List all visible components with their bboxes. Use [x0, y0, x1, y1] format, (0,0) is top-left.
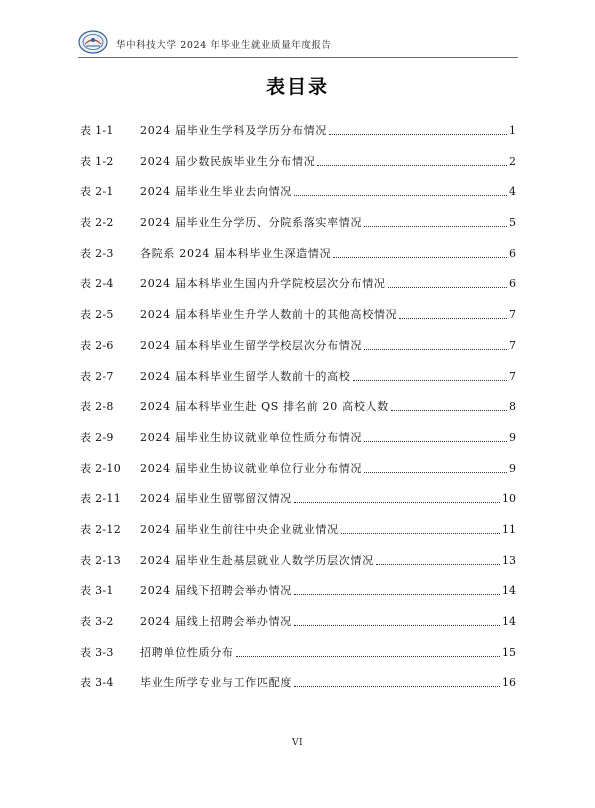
toc-entry-title: 毕业生所学专业与工作匹配度 [140, 676, 293, 690]
toc-entry-label: 表 2-11 [80, 492, 122, 506]
toc-dot-leader [376, 564, 500, 565]
toc-entry[interactable] [80, 578, 516, 598]
toc-dot-leader [236, 656, 500, 657]
toc-entry[interactable] [80, 486, 516, 506]
toc-dot-leader [294, 625, 500, 626]
toc-entry-label: 表 3-1 [80, 584, 114, 598]
toc-dot-leader [333, 257, 507, 258]
toc-entry[interactable] [80, 149, 516, 169]
toc-entry-page: 7 [509, 308, 516, 322]
toc-entry-label: 表 1-2 [80, 154, 114, 168]
toc-entry[interactable] [80, 241, 516, 261]
toc-entry-title: 2024 届毕业生协议就业单位行业分布情况 [140, 461, 363, 475]
toc-entry-title: 2024 届毕业生学科及学历分布情况 [140, 124, 328, 137]
toc-entry-title: 2024 届毕业生毕业去向情况 [140, 185, 292, 199]
toc-dot-leader [364, 226, 507, 227]
toc-dot-leader [388, 287, 507, 288]
toc-entry-page: 16 [502, 676, 516, 690]
toc-entry-page: 2 [509, 154, 516, 168]
university-emblem-icon [78, 30, 108, 54]
toc-entry-page: 5 [509, 216, 516, 230]
toc-entry-page: 13 [502, 553, 516, 567]
toc-dot-leader [364, 472, 507, 473]
toc-entry-page: 7 [509, 338, 516, 352]
toc-entry-title: 2024 届本科毕业生留学人数前十的高校 [140, 369, 351, 383]
toc-entry-page: 11 [502, 522, 516, 536]
toc-entry[interactable] [80, 271, 516, 291]
toc-entry-title: 2024 届毕业生赴基层就业人数学历层次情况 [140, 553, 374, 567]
toc-entry-label: 表 2-12 [80, 522, 122, 536]
toc-entry[interactable] [80, 333, 516, 353]
toc-entry-label: 表 2-9 [80, 430, 114, 444]
toc-entry[interactable] [80, 609, 516, 629]
toc-entry-page: 6 [509, 246, 516, 260]
toc-entry[interactable] [80, 548, 516, 568]
toc-dot-leader [294, 686, 500, 687]
toc-dot-leader [294, 594, 500, 595]
toc-dot-leader [317, 165, 507, 166]
toc-entry[interactable] [80, 517, 516, 537]
toc-entry-title: 2024 届本科毕业生国内升学院校层次分布情况 [140, 277, 386, 291]
toc-entry-label: 表 1-1 [80, 124, 114, 137]
toc-entry-page: 9 [509, 430, 516, 444]
toc-entry[interactable] [80, 425, 516, 445]
toc-entry-page: 7 [509, 369, 516, 383]
toc-dot-leader [399, 318, 507, 319]
toc-entry-label: 表 2-13 [80, 553, 122, 567]
toc-dot-leader [353, 380, 508, 381]
toc-entry[interactable] [80, 456, 516, 476]
toc-entry-label: 表 2-10 [80, 461, 122, 475]
toc-entry-page: 8 [509, 400, 516, 414]
toc-entry-label: 表 2-5 [80, 308, 114, 322]
toc-entry-title: 2024 届毕业生分学历、分院系落实率情况 [140, 216, 363, 230]
toc-entry-page: 10 [502, 492, 516, 506]
toc-entry[interactable] [80, 302, 516, 322]
header-title: 华中科技大学 2024 年毕业生就业质量年度报告 [116, 40, 332, 51]
toc-entry-label: 表 2-1 [80, 185, 114, 199]
toc-entry-title: 2024 届本科毕业生留学学校层次分布情况 [140, 338, 363, 352]
toc-entry-title: 2024 届毕业生协议就业单位性质分布情况 [140, 430, 363, 444]
toc-entry-page: 1 [509, 124, 516, 137]
toc-entry-page: 4 [509, 185, 516, 199]
toc-entry-title: 各院系 2024 届本科毕业生深造情况 [140, 246, 332, 260]
toc-entry[interactable] [80, 364, 516, 384]
toc-dot-leader [341, 533, 500, 534]
toc-entry-title: 招聘单位性质分布 [140, 645, 234, 659]
toc-entry-label: 表 2-6 [80, 338, 114, 352]
toc-entry-page: 6 [509, 277, 516, 291]
table-of-contents [80, 118, 516, 701]
toc-entry-label: 表 3-3 [80, 645, 114, 659]
toc-entry-title: 2024 届线下招聘会举办情况 [140, 584, 292, 598]
toc-entry[interactable] [80, 210, 516, 230]
toc-entry-title: 2024 届少数民族毕业生分布情况 [140, 154, 316, 168]
toc-entry-label: 表 2-7 [80, 369, 114, 383]
toc-entry-title: 2024 届本科毕业生赴 QS 排名前 20 高校人数 [140, 400, 389, 414]
page-header [78, 30, 518, 58]
toc-entry-page: 9 [509, 461, 516, 475]
toc-entry-label: 表 2-8 [80, 400, 114, 414]
toc-dot-leader [294, 195, 507, 196]
toc-entry-page: 14 [502, 584, 516, 598]
toc-entry-page: 14 [502, 615, 516, 628]
toc-dot-leader [329, 134, 507, 135]
toc-entry-title: 2024 届毕业生前往中央企业就业情况 [140, 522, 339, 536]
toc-dot-leader [364, 441, 507, 442]
toc-entry-title: 2024 届线上招聘会举办情况 [140, 615, 292, 628]
toc-entry[interactable] [80, 118, 516, 138]
toc-dot-leader [391, 410, 507, 411]
toc-entry-label: 表 3-2 [80, 615, 114, 628]
page-number: VI [291, 738, 304, 748]
toc-entry[interactable] [80, 394, 516, 414]
toc-entry-label: 表 3-4 [80, 676, 114, 690]
toc-dot-leader [364, 349, 507, 350]
toc-entry-page: 15 [502, 645, 516, 659]
toc-entry-label: 表 2-4 [80, 277, 114, 291]
toc-dot-leader [294, 502, 500, 503]
toc-entry-label: 表 2-3 [80, 246, 114, 260]
header-divider [78, 57, 518, 58]
toc-entry-title: 2024 届本科毕业生升学人数前十的其他高校情况 [140, 308, 398, 322]
toc-entry-label: 表 2-2 [80, 216, 114, 230]
toc-entry[interactable] [80, 179, 516, 199]
toc-entry[interactable] [80, 670, 516, 690]
toc-entry-title: 2024 届毕业生留鄂留汉情况 [140, 492, 292, 506]
page-title: 表目录 [265, 76, 329, 98]
toc-entry[interactable] [80, 640, 516, 660]
